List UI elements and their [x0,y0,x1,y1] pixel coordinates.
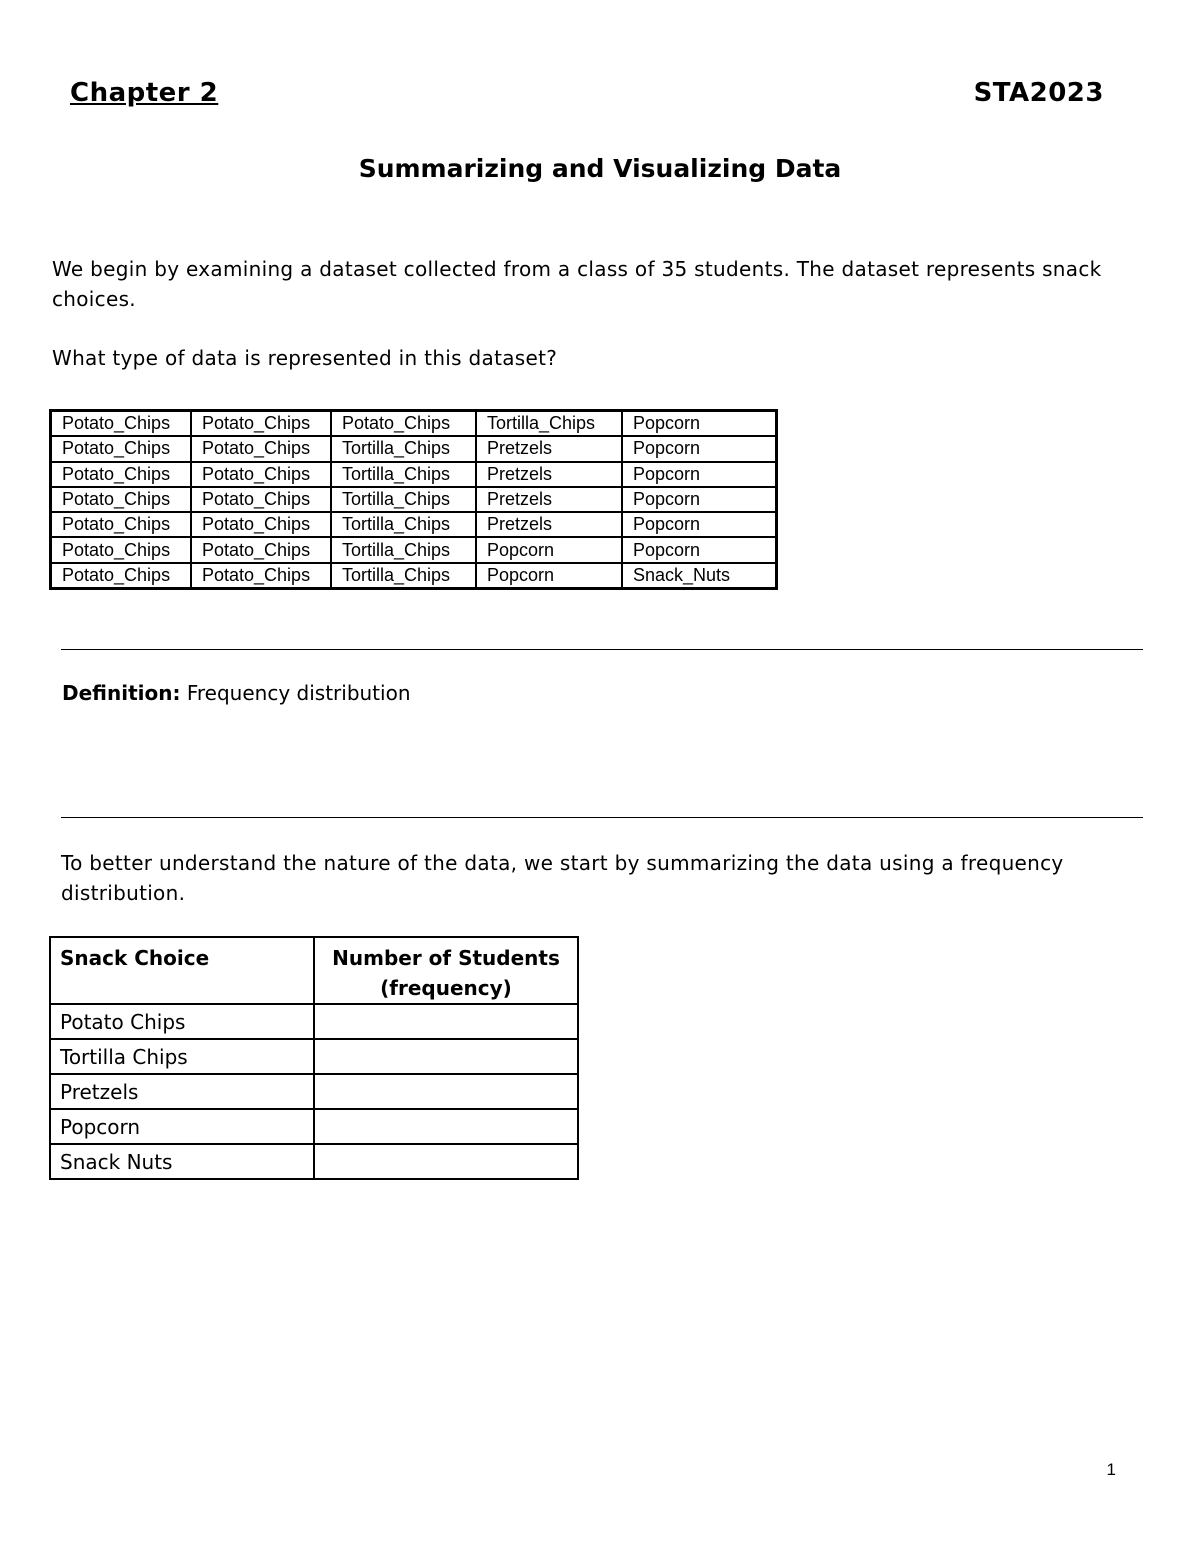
table-cell: Pretzels [476,436,622,461]
frequency-cell[interactable] [314,1109,578,1144]
table-cell: Pretzels [476,512,622,537]
table-cell: Potato_Chips [51,436,192,461]
table-cell: Potato_Chips [51,512,192,537]
table-row [50,1074,578,1109]
chapter-heading: Chapter 2 [70,78,219,108]
page-number: 1 [1106,1460,1116,1479]
table-cell: Tortilla_Chips [331,462,476,487]
table-cell: Popcorn [476,537,622,562]
table-cell: Pretzels [476,462,622,487]
table-cell: Tortilla_Chips [331,563,476,589]
table-cell: Snack_Nuts [622,563,777,589]
frequency-table-header [50,937,578,1004]
table-row [50,1144,578,1179]
table-cell: Potato_Chips [191,487,331,512]
table-cell: Potato_Chips [191,436,331,461]
table-cell: Tortilla_Chips [331,487,476,512]
table-cell: Potato_Chips [51,487,192,512]
definition-label: Definition: [62,681,181,705]
snack-choice-cell: Potato Chips [50,1004,314,1039]
table-cell: Popcorn [622,462,777,487]
question-text: What type of data is represented in this dataset? [52,346,558,370]
frequency-cell[interactable] [314,1004,578,1039]
intro-paragraph: We begin by examining a dataset collected from a class of 35 students. The dataset represents snack choices. [52,257,1102,311]
table-cell: Tortilla_Chips [331,512,476,537]
definition-term: Frequency distribution [186,681,411,705]
table-row [51,411,777,437]
dataset-table [49,409,778,590]
frequency-cell[interactable] [314,1074,578,1109]
frequency-cell[interactable] [314,1039,578,1074]
table-cell: Potato_Chips [51,411,192,437]
table-row [51,436,777,461]
table-row [51,512,777,537]
table-row [51,563,777,589]
divider-line [61,817,1143,818]
table-row [50,1109,578,1144]
divider-line [61,649,1143,650]
snack-choice-cell: Tortilla Chips [50,1039,314,1074]
table-cell: Potato_Chips [51,537,192,562]
table-cell: Potato_Chips [51,462,192,487]
frequency-table [49,936,579,1180]
page-title: Summarizing and Visualizing Data [358,154,842,183]
table-cell: Tortilla_Chips [331,537,476,562]
table-cell: Popcorn [622,512,777,537]
table-row [50,1039,578,1074]
table-cell: Popcorn [622,411,777,437]
table-cell: Potato_Chips [51,563,192,589]
table-cell: Potato_Chips [191,537,331,562]
summary-paragraph: To better understand the nature of the data, we start by summarizing the data using a frequency distribution. [61,851,1064,905]
table-row [51,537,777,562]
snack-choice-cell: Popcorn [50,1109,314,1144]
table-row [51,487,777,512]
table-cell: Tortilla_Chips [331,436,476,461]
table-cell: Popcorn [476,563,622,589]
table-cell: Tortilla_Chips [476,411,622,437]
table-row [51,462,777,487]
column-header-snack-choice: Snack Choice [50,937,314,1004]
table-row [50,1004,578,1039]
table-cell: Potato_Chips [191,512,331,537]
course-code: STA2023 [973,78,1104,108]
table-cell: Potato_Chips [191,563,331,589]
definition-block [62,678,411,708]
table-cell: Potato_Chips [191,462,331,487]
table-cell: Potato_Chips [331,411,476,437]
table-cell: Popcorn [622,436,777,461]
snack-choice-cell: Snack Nuts [50,1144,314,1179]
frequency-cell[interactable] [314,1144,578,1179]
column-header-frequency: Number of Students (frequency) [314,937,578,1004]
snack-choice-cell: Pretzels [50,1074,314,1109]
table-cell: Popcorn [622,537,777,562]
table-cell: Pretzels [476,487,622,512]
table-cell: Popcorn [622,487,777,512]
table-cell: Potato_Chips [191,411,331,437]
